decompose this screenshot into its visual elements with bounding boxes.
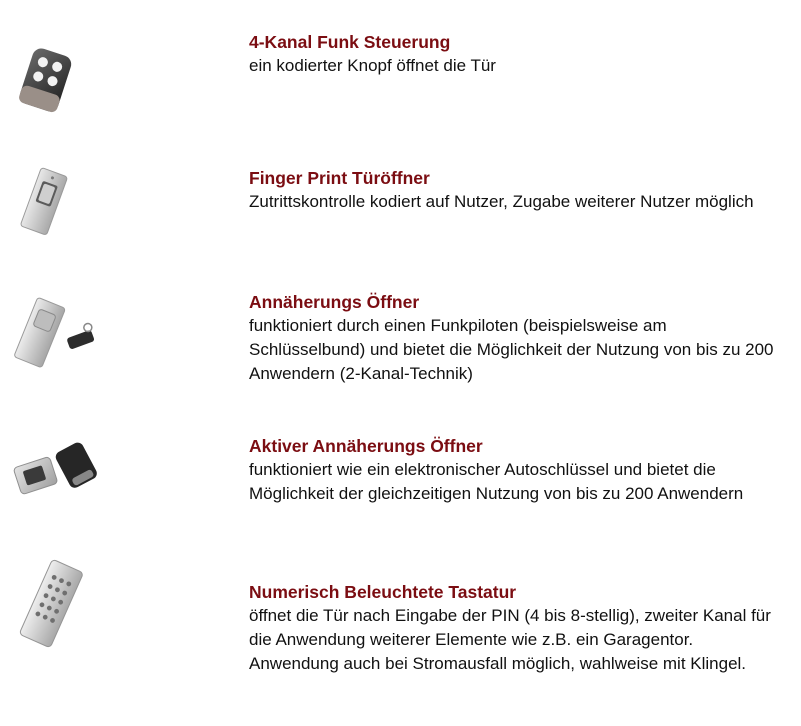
- feature-description: öffnet die Tür nach Eingabe der PIN (4 bis 8-stellig), zweiter Kanal für die Anwendung weiterer Elemente wie z.B. ein Garagentor. Anwendung auch bei Stromausfall möglich, wahlweise mit Klingel.: [249, 606, 771, 673]
- feature-text: [249, 580, 784, 676]
- fingerprint-reader-icon: [8, 164, 108, 239]
- feature-title: Numerisch Beleuchtete Tastatur: [249, 582, 517, 602]
- illuminated-keypad-icon: [8, 556, 108, 651]
- feature-description: Zutrittskontrolle kodiert auf Nutzer, Zugabe weiterer Nutzer möglich: [249, 192, 754, 211]
- feature-title: Annäherungs Öffner: [249, 292, 420, 312]
- feature-text: [249, 290, 784, 386]
- feature-description: ein kodierter Knopf öffnet die Tür: [249, 56, 496, 75]
- feature-title: Aktiver Annäherungs Öffner: [249, 436, 483, 456]
- feature-description: funktioniert durch einen Funkpiloten (beispielsweise am Schlüsselbund) und bietet die Möglichkeit der Nutzung von bis zu 200 Anwendern (2-Kanal-Technik): [249, 316, 774, 383]
- active-proximity-opener-icon: [8, 434, 108, 504]
- feature-text: [249, 30, 784, 78]
- remote-control-icon: [8, 38, 108, 118]
- proximity-opener-icon: [8, 296, 108, 371]
- feature-title: 4-Kanal Funk Steuerung: [249, 32, 451, 52]
- feature-text: [249, 434, 784, 506]
- feature-text: [249, 166, 784, 214]
- feature-title: Finger Print Türöffner: [249, 168, 430, 188]
- feature-description: funktioniert wie ein elektronischer Autoschlüssel und bietet die Möglichkeit der gleichzeitigen Nutzung von bis zu 200 Anwendern: [249, 460, 744, 503]
